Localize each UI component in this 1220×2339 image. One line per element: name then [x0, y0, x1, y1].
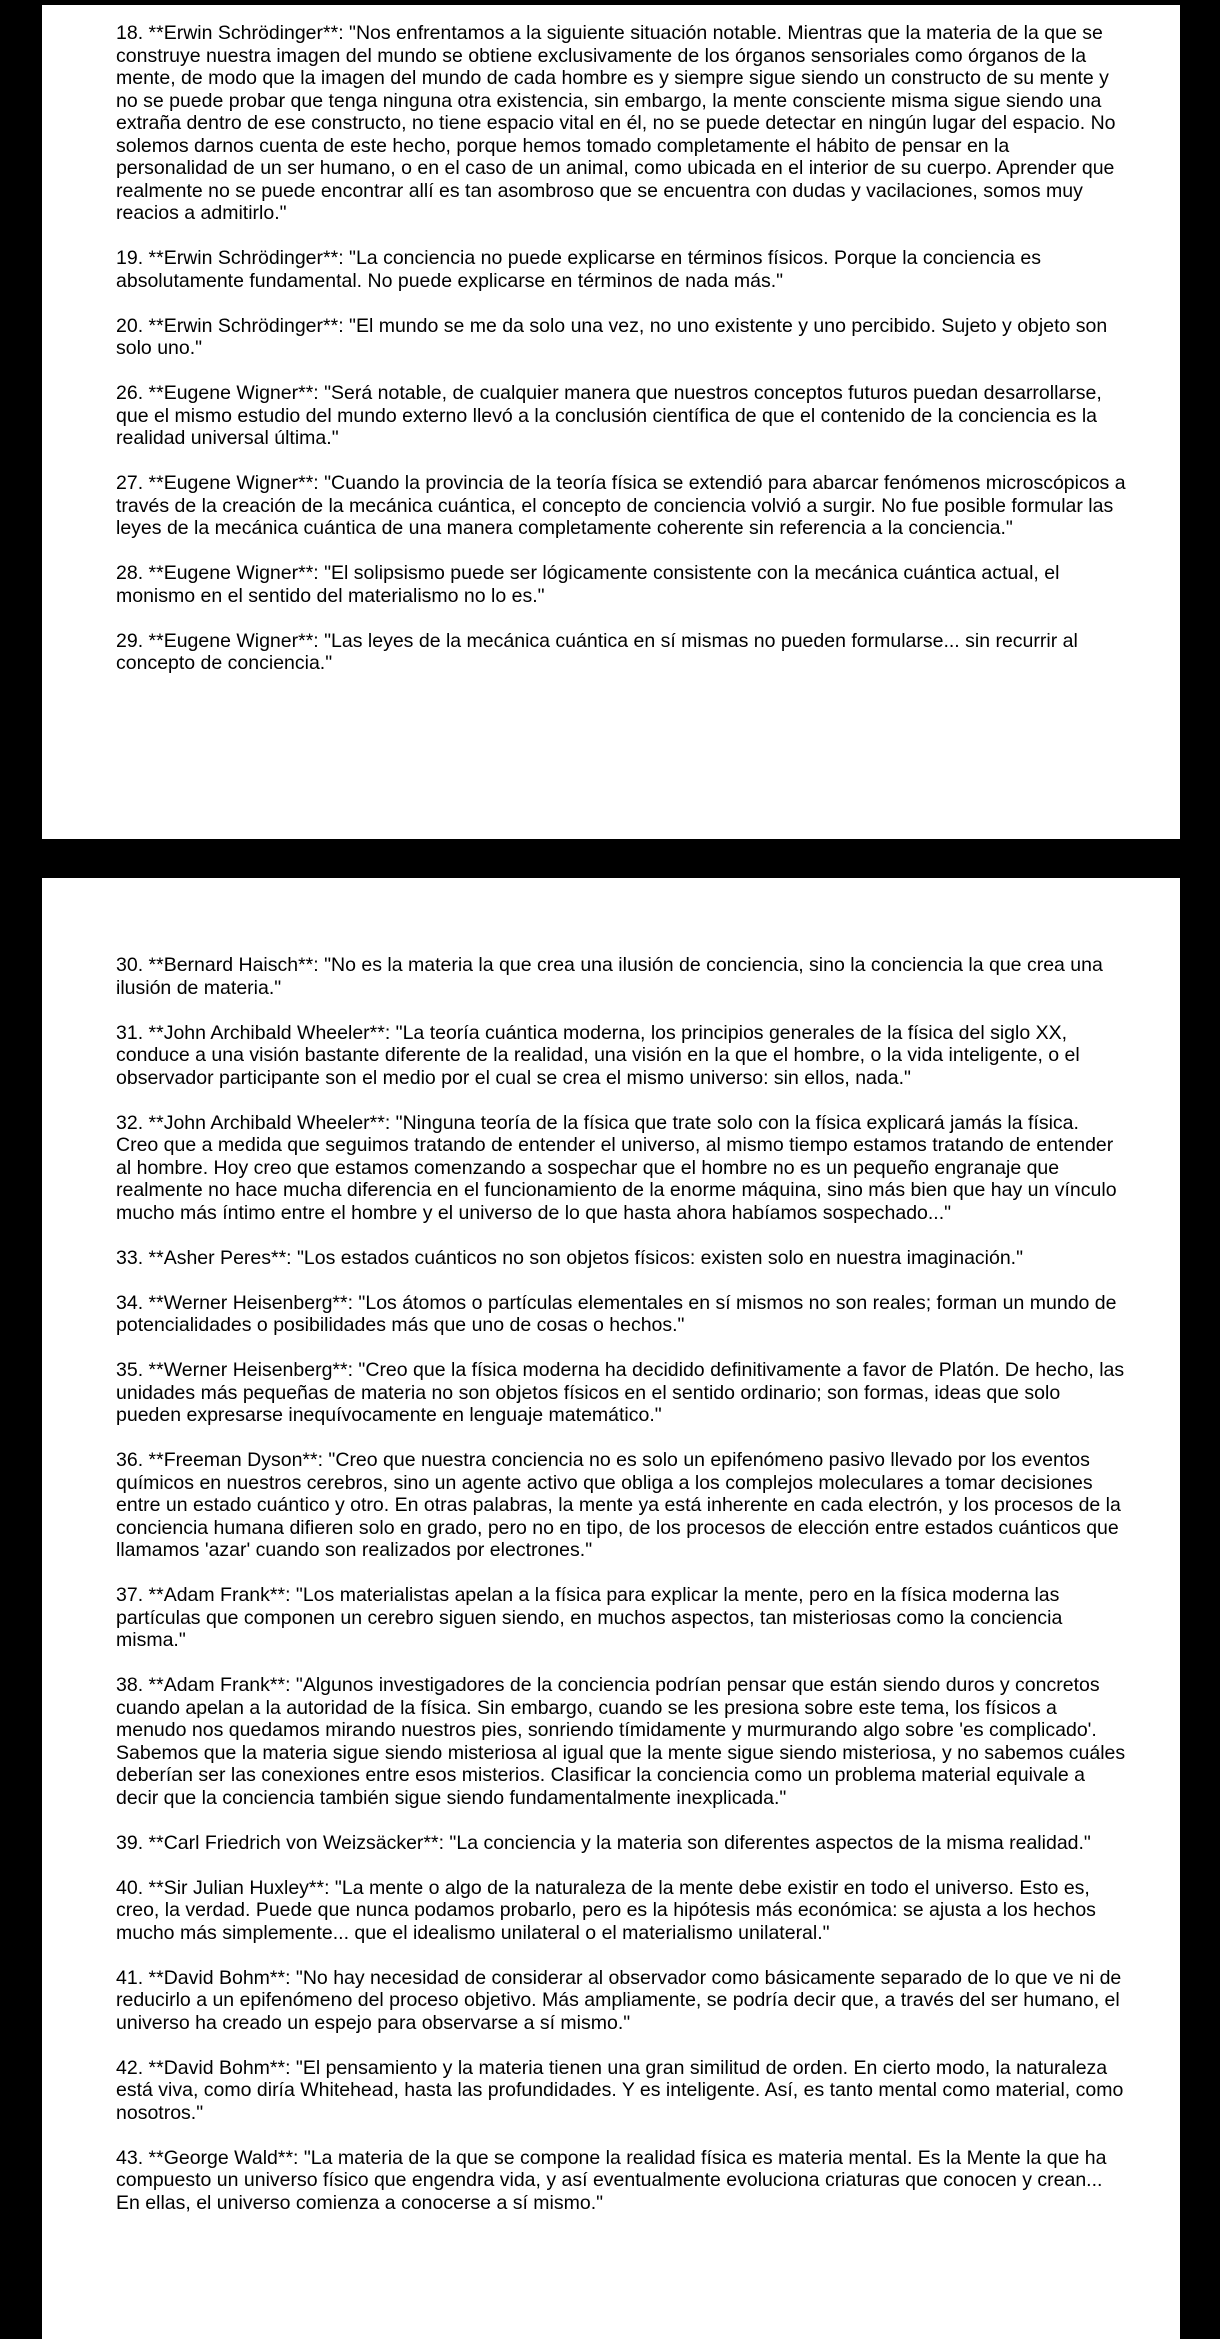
document-page-2 — [42, 878, 1180, 2339]
quote-paragraph: 36. **Freeman Dyson**: "Creo que nuestra conciencia no es solo un epifenómeno pasivo llevado por los eventos químicos en nuestros cerebros, sino un agente activo que obliga a los complejos moleculares a tomar decisiones entre un estado cuántico y otro. En otras palabras, la mente ya está inherente en cada electrón, y los procesos de la conciencia humana difieren solo en grado, pero no en tipo, de los procesos de elección entre estados cuánticos que llamamos 'azar' cuando son realizados por electrones." — [116, 1449, 1121, 1561]
quote-paragraph: 18. **Erwin Schrödinger**: "Nos enfrentamos a la siguiente situación notable. Mientras que la materia de la que se construye nuestra imagen del mundo se obtiene exclusivamente de los órganos sensoriales como órganos de la mente, de modo que la imagen del mundo de cada hombre es y siempre sigue siendo un constructo de su mente y no se puede probar que tenga ninguna otra existencia, sin embargo, la mente consciente misma sigue siendo una extraña dentro de ese constructo, no tiene espacio vital en él, no se puede detectar en ningún lugar del espacio. No solemos darnos cuenta de este hecho, porque hemos tomado completamente el hábito de pensar en la personalidad de un ser humano, o en el caso de un animal, como ubicada en el interior de su cuerpo. Aprender que realmente no se puede encontrar allí es tan asombroso que se encuentra con dudas y vacilaciones, somos muy reacios a admitirlo." — [116, 22, 1116, 224]
quote-paragraph: 19. **Erwin Schrödinger**: "La conciencia no puede explicarse en términos físicos. Porque la conciencia es absolutamente fundamental. No puede explicarse en términos de nada más." — [116, 247, 1042, 292]
quote-paragraph: 26. **Eugene Wigner**: "Será notable, de cualquier manera que nuestros conceptos futuros puedan desarrollarse, que el mismo estudio del mundo externo llevó a la conclusión científica de que el contenido de la conciencia es la realidad universal última." — [116, 382, 1102, 449]
quote-paragraph: 41. **David Bohm**: "No hay necesidad de considerar al observador como básicamente separado de lo que ve ni de reducirlo a un epifenómeno del proceso objetivo. Más ampliamente, se podría decir que, a través del ser humano, el universo ha creado un espejo para observarse a sí mismo." — [116, 1966, 1122, 2034]
quote-paragraph: 27. **Eugene Wigner**: "Cuando la provincia de la teoría física se extendió para abarcar fenómenos microscópicos a través de la creación de la mecánica cuántica, el concepto de conciencia volvió a surgir. No fue posible formular las leyes de la mecánica cuántica de una manera completamente coherente sin referencia a la conciencia." — [116, 472, 1126, 539]
quote-paragraph: 34. **Werner Heisenberg**: "Los átomos o partículas elementales en sí mismos no son reales; forman un mundo de potencialidades o posibilidades más que uno de cosas o hechos." — [116, 1291, 1117, 1336]
document-page-1 — [42, 5, 1180, 839]
quote-paragraph: 40. **Sir Julian Huxley**: "La mente o algo de la naturaleza de la mente debe existir en todo el universo. Esto es, creo, la verdad. Puede que nunca podamos probarlo, pero es la hipótesis más económica: se ajusta a los hechos mucho más simplemente... que el idealismo unilateral o el materialismo unilateral." — [116, 1876, 1096, 1944]
quote-paragraph: 35. **Werner Heisenberg**: "Creo que la física moderna ha decidido definitivamente a favor de Platón. De hecho, las unidades más pequeñas de materia no son objetos físicos en el sentido ordinario; son formas, ideas que solo pueden expresarse inequívocamente en lenguaje matemático." — [116, 1359, 1125, 1426]
quote-paragraph: 32. **John Archibald Wheeler**: "Ninguna teoría de la física que trate solo con la física explicará jamás la física. Creo que a medida que seguimos tratando de entender el universo, al mismo tiempo estamos tratando de entender al hombre. Hoy creo que estamos comenzando a sospechar que el hombre no es un pequeño engranaje que realmente no hace mucha diferencia en el funcionamiento de la enorme máquina, sino más bien que hay un vínculo mucho más íntimo entre el hombre y el universo de lo que hasta ahora habíamos sospechado..." — [116, 1111, 1117, 1224]
quote-paragraph: 37. **Adam Frank**: "Los materialistas apelan a la física para explicar la mente, pero en la física moderna las partículas que componen un cerebro siguen siendo, en muchos aspectos, tan misteriosas como la conciencia misma." — [116, 1584, 1063, 1651]
quote-paragraph: 31. **John Archibald Wheeler**: "La teoría cuántica moderna, los principios generales de la física del siglo XX, conduce a una visión bastante diferente de la realidad, una visión en la que el hombre, o la vida inteligente, o el observador participante son el medio por el cual se crea el mismo universo: sin ellos, nada." — [116, 1021, 1080, 1089]
quote-paragraph: 29. **Eugene Wigner**: "Las leyes de la mecánica cuántica en sí mismas no pueden formularse... sin recurrir al concepto de conciencia." — [116, 629, 1078, 674]
quote-paragraph: 43. **George Wald**: "La materia de la que se compone la realidad física es materia mental. Es la Mente la que ha compuesto un universo físico que engendra vida, y así eventualmente evoluciona criaturas que conocen y crean... En ellas, el universo comienza a conocerse a sí mismo." — [116, 2146, 1107, 2214]
quote-paragraph: 38. **Adam Frank**: "Algunos investigadores de la conciencia podrían pensar que están siendo duros y concretos cuando apelan a la autoridad de la física. Sin embargo, cuando se les presiona sobre este tema, los físicos a menudo nos quedamos mirando nuestros pies, sonriendo tímidamente y murmurando algo sobre 'es complicado'. Sabemos que la materia sigue siendo misteriosa al igual que la mente sigue siendo misteriosa, y no sabemos cuáles deberían ser las conexiones entre esos misterios. Clasificar la conciencia como un problema material equivale a decir que la conciencia también sigue siendo fundamentalmente inexplicada." — [116, 1674, 1126, 1809]
quote-paragraph: 20. **Erwin Schrödinger**: "El mundo se me da solo una vez, no uno existente y uno percibido. Sujeto y objeto son solo uno." — [116, 314, 1108, 359]
quote-paragraph: 39. **Carl Friedrich von Weizsäcker**: "La conciencia y la materia son diferentes aspectos de la misma realidad." — [116, 1831, 1091, 1854]
quote-paragraph: 30. **Bernard Haisch**: "No es la materia la que crea una ilusión de conciencia, sino la conciencia la que crea una ilusión de materia." — [116, 954, 1103, 999]
quote-paragraph: 33. **Asher Peres**: "Los estados cuánticos no son objetos físicos: existen solo en nuestra imaginación." — [116, 1246, 1024, 1269]
quote-paragraph: 42. **David Bohm**: "El pensamiento y la materia tienen una gran similitud de orden. En cierto modo, la naturaleza está viva, como diría Whitehead, hasta las profundidades. Y es inteligente. Así, es tanto mental como material, como nosotros." — [116, 2056, 1124, 2124]
page-1-text-column — [116, 22, 1126, 675]
page-2-text-column — [116, 954, 1126, 2214]
quote-paragraph: 28. **Eugene Wigner**: "El solipsismo puede ser lógicamente consistente con la mecánica cuántica actual, el monismo en el sentido del materialismo no lo es." — [116, 562, 1060, 607]
